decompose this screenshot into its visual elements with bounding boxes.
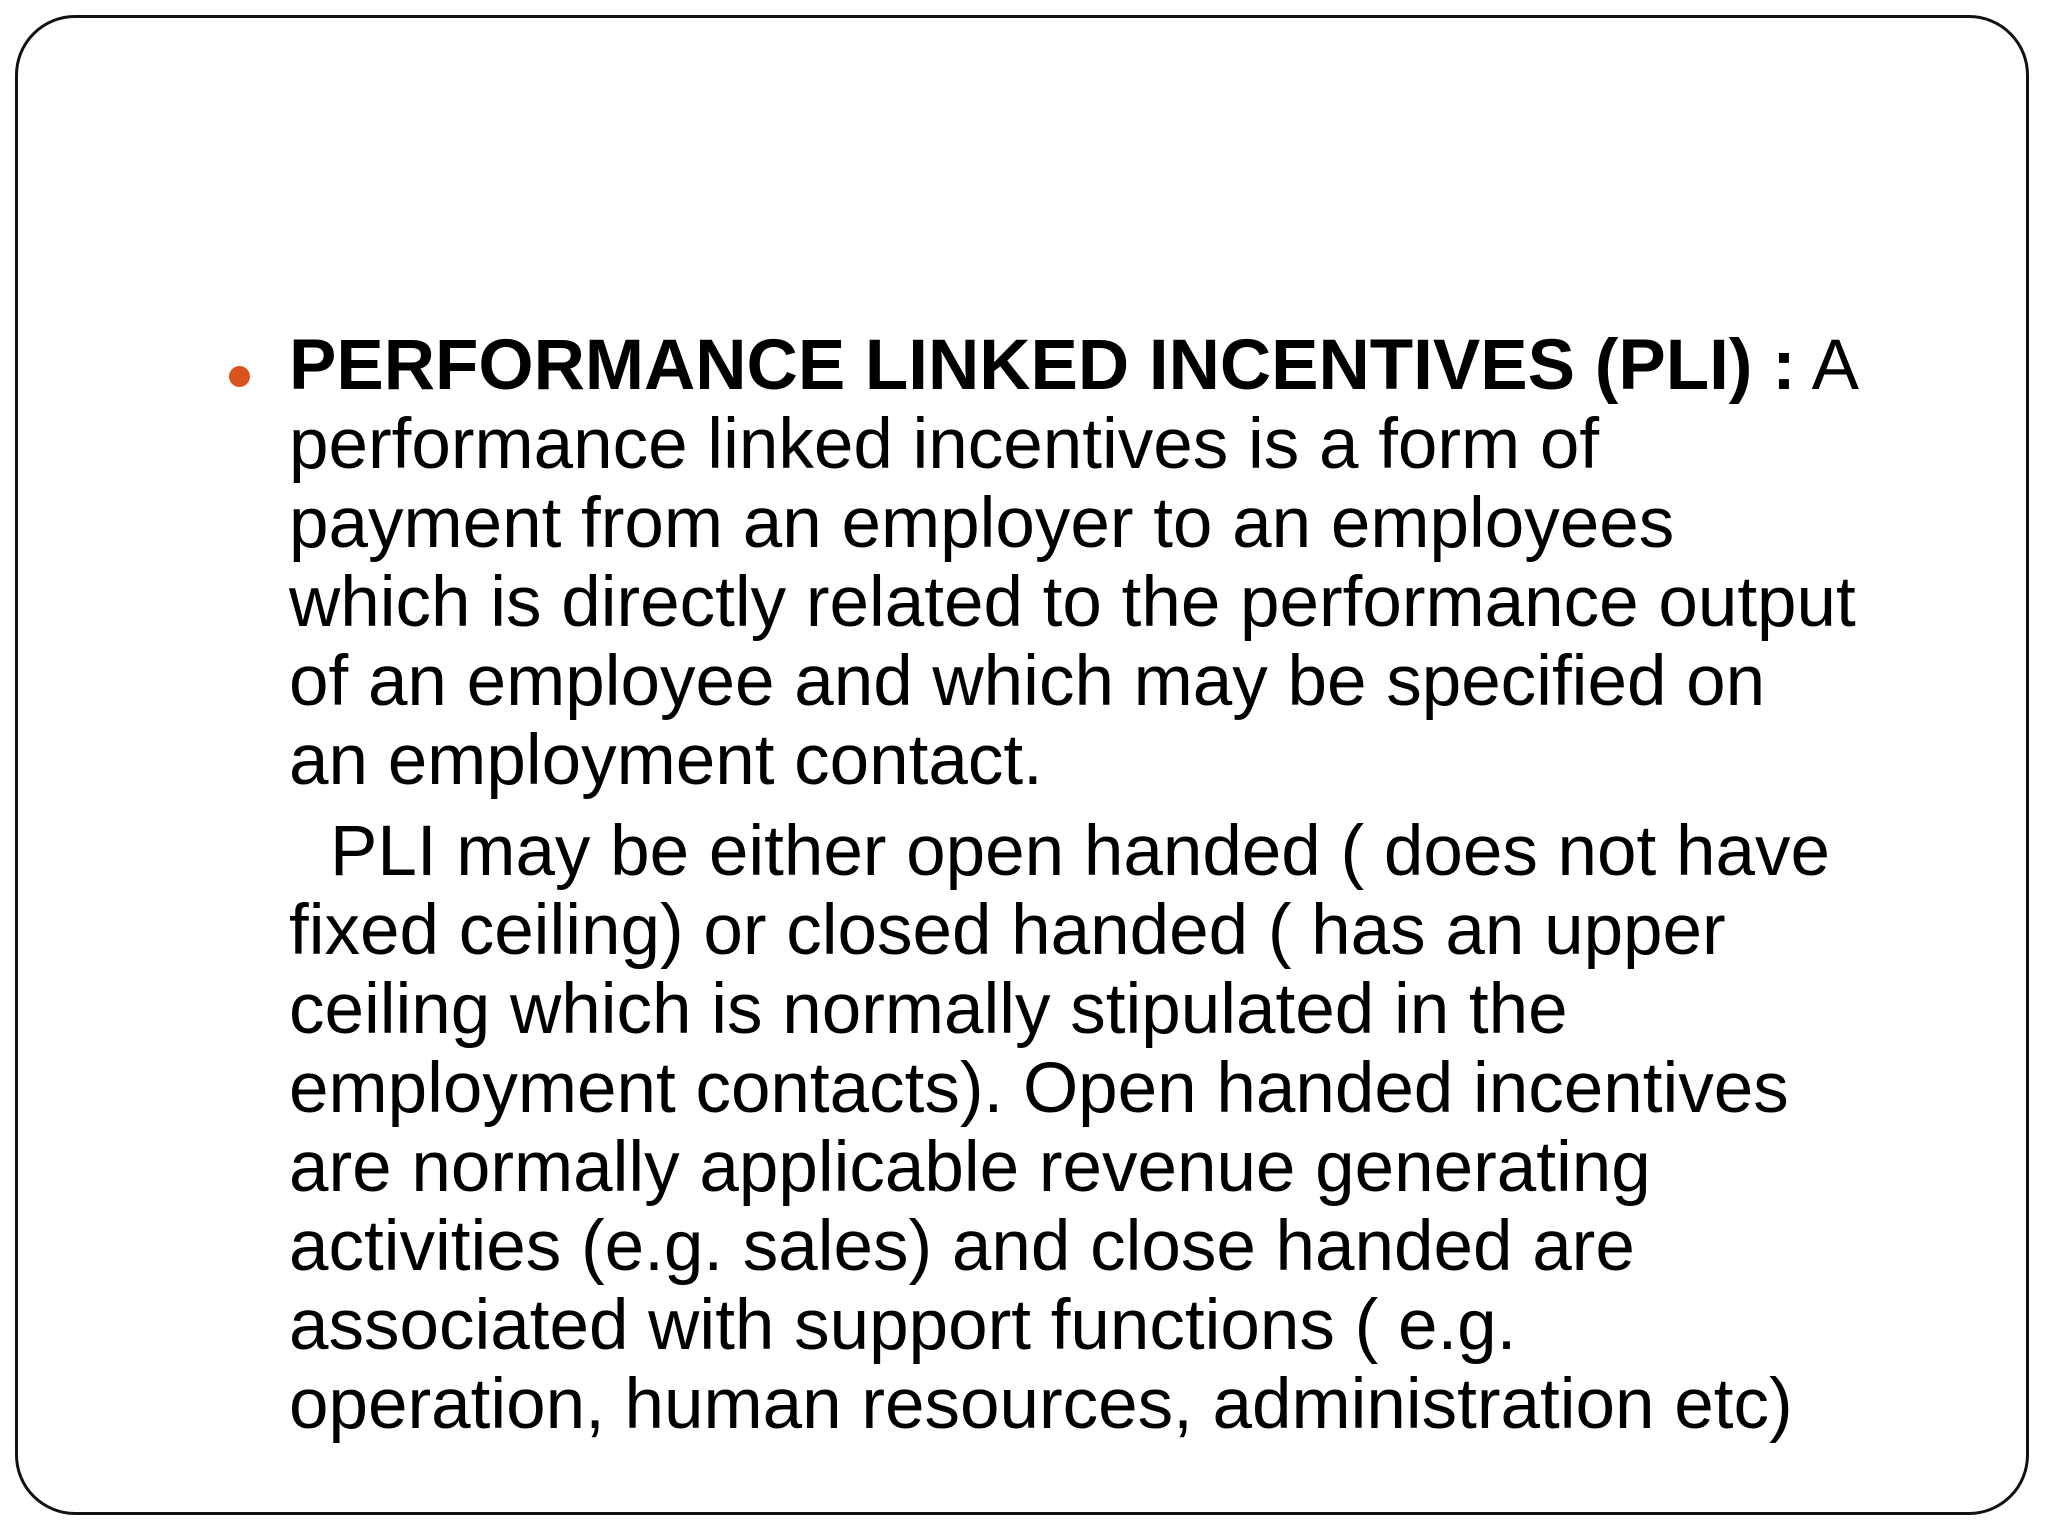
text-line: operation, human resources, administration etc) <box>289 1365 1793 1444</box>
text-line: are normally applicable revenue generating <box>289 1128 1651 1207</box>
text-line: payment from an employer to an employees <box>289 484 1675 563</box>
text-line: associated with support functions ( e.g. <box>289 1286 1517 1365</box>
text-line: employment contacts). Open handed incentives <box>289 1049 1789 1128</box>
slide-body <box>289 326 1979 1444</box>
paragraph-pli-definition <box>289 326 1979 800</box>
text-line: of an employee and which may be specified on <box>289 642 1766 721</box>
pli-heading: PERFORMANCE LINKED INCENTIVES (PLI) : <box>289 326 1796 405</box>
text-line: ceiling which is normally stipulated in the <box>289 970 1568 1049</box>
bullet-dot-icon <box>229 366 250 387</box>
text-line: performance linked incentives is a form of <box>289 405 1600 484</box>
text-line: activities (e.g. sales) and close handed are <box>289 1207 1635 1286</box>
text-line: an employment contact. <box>289 721 1043 800</box>
text-line: PLI may be either open handed ( does not have <box>330 812 1830 891</box>
paragraph-pli-types <box>289 812 1979 1444</box>
text-line: fixed ceiling) or closed handed ( has an upper <box>289 891 1726 970</box>
text-line: which is directly related to the performance output <box>289 563 1856 642</box>
text-line: A <box>1795 326 1859 405</box>
